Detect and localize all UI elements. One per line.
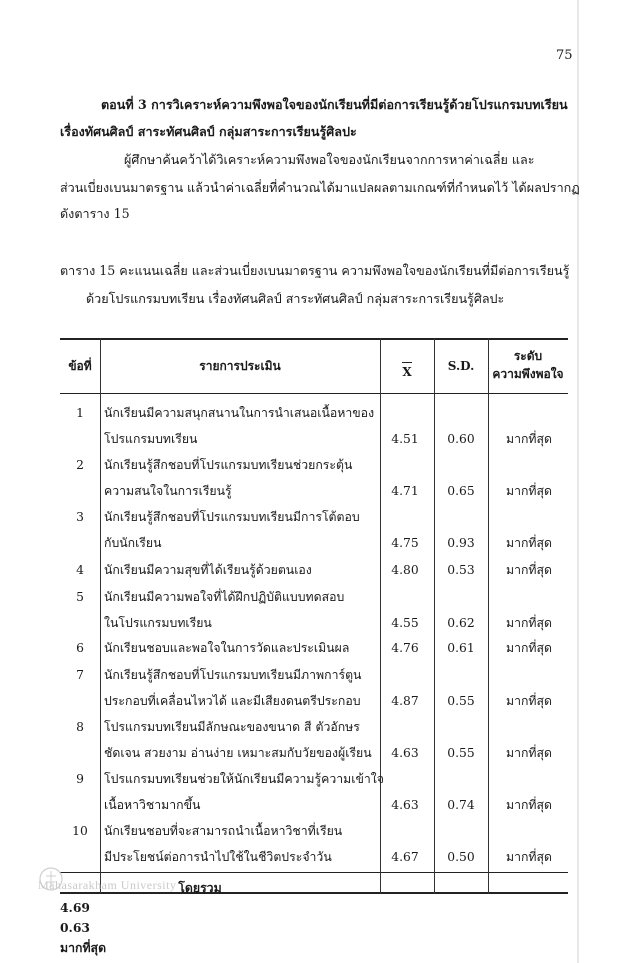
row-item-line2: กับนักเรียน: [104, 536, 162, 550]
row-level: มากที่สุด: [505, 641, 553, 655]
row-item-line2: มีประโยชน์ต่อการนำไปใช้ในชีวิตประจำวัน: [104, 850, 332, 864]
row-item-line1: โปรแกรมบทเรียนมีลักษณะของขนาด สี ตัวอักษร: [104, 720, 360, 734]
row-level: มากที่สุด: [505, 536, 553, 550]
row-number: 5: [76, 590, 84, 604]
row-sd: 0.74: [447, 798, 475, 812]
total-label: โดยรวม: [178, 880, 222, 895]
table-row: [60, 635, 568, 661]
header-mean: X: [380, 362, 434, 381]
row-sd: 0.93: [447, 536, 475, 550]
row-mean: 4.67: [391, 850, 419, 864]
page-fold-shadow: [577, 0, 579, 963]
table-row: [60, 818, 568, 870]
row-level: มากที่สุด: [505, 850, 553, 864]
table-row: [60, 504, 568, 556]
row-number: 1: [76, 406, 84, 420]
row-item-line2: ในโปรแกรมบทเรียน: [104, 616, 212, 630]
header-no: ข้อที่: [68, 359, 92, 373]
row-number: 8: [76, 720, 84, 734]
body-text-line2: ส่วนเบี่ยงเบนมาตรฐาน แล้วนำค่าเฉลี่ยที่คำนวณได้มาแปลผลตามเกณฑ์ที่กำหนดไว้ ได้ผลปรากฏ: [60, 180, 580, 195]
row-item-line2: ประกอบที่เคลื่อนไหวได้ และมีเสียงดนตรีประกอบ: [104, 694, 361, 708]
row-level: มากที่สุด: [505, 616, 553, 630]
row-level: มากที่สุด: [505, 746, 553, 760]
table-row: [60, 662, 568, 714]
row-level: มากที่สุด: [505, 432, 553, 446]
row-mean: 4.63: [391, 746, 419, 760]
row-item-line1: นักเรียนมีความสนุกสนานในการนำเสนอเนื้อหาของ: [104, 406, 375, 420]
row-level: มากที่สุด: [505, 484, 553, 498]
row-item-line1: นักเรียนรู้สึกชอบที่โปรแกรมบทเรียนช่วยกระตุ้น: [104, 458, 353, 472]
total-level: มากที่สุด: [60, 940, 107, 955]
row-item-line1: นักเรียนมีความสุขที่ได้เรียนรู้ด้วยตนเอง: [104, 563, 312, 577]
row-sd: 0.60: [447, 432, 475, 446]
row-mean: 4.71: [391, 484, 419, 498]
table-row: [60, 400, 568, 452]
table-caption-line1: ตาราง 15 คะแนนเฉลี่ย และส่วนเบี่ยงเบนมาตรฐาน ความพึงพอใจของนักเรียนที่มีต่อการเรียนรู้: [60, 263, 570, 278]
row-mean: 4.55: [391, 616, 419, 630]
total-sd: 0.63: [60, 920, 90, 935]
table-header-rule: [60, 393, 568, 394]
header-sd: S.D.: [447, 359, 475, 373]
row-item-line1: นักเรียนชอบที่จะสามารถนำเนื้อหาวิชาที่เรียน: [104, 824, 343, 838]
row-mean: 4.51: [391, 432, 419, 446]
section-heading-line2: เรื่องทัศนศิลป์ สาระทัศนศิลป์ กลุ่มสาระการเรียนรู้ศิลปะ: [60, 124, 357, 139]
row-sd: 0.55: [447, 746, 475, 760]
row-item-line1: นักเรียนชอบและพอใจในการวัดและประเมินผล: [104, 641, 350, 655]
row-level: มากที่สุด: [505, 798, 553, 812]
table-row: [60, 452, 568, 504]
row-number: 3: [76, 510, 84, 524]
row-level: มากที่สุด: [505, 563, 553, 577]
row-sd: 0.65: [447, 484, 475, 498]
row-mean: 4.87: [391, 694, 419, 708]
row-item-line1: นักเรียนรู้สึกชอบที่โปรแกรมบทเรียนมีการโต้ตอบ: [104, 510, 360, 524]
table-top-rule: [60, 338, 568, 340]
table-row: [60, 714, 568, 766]
row-sd: 0.62: [447, 616, 475, 630]
table-row: [60, 584, 568, 636]
row-item-line1: นักเรียนรู้สึกชอบที่โปรแกรมบทเรียนมีภาพการ์ตูน: [104, 668, 362, 682]
header-item: รายการประเมิน: [199, 359, 281, 373]
row-number: 10: [72, 824, 88, 838]
row-item-line2: ความสนใจในการเรียนรู้: [104, 484, 232, 498]
row-sd: 0.55: [447, 694, 475, 708]
row-item-line2: ชัดเจน สวยงาม อ่านง่าย เหมาะสมกับวัยของผู้เรียน: [104, 746, 372, 760]
row-number: 9: [76, 772, 84, 786]
table-row: [60, 557, 568, 583]
row-item-line1: โปรแกรมบทเรียนช่วยให้นักเรียนมีความรู้ความเข้าใจ: [104, 772, 384, 786]
row-sd: 0.50: [447, 850, 475, 864]
body-text-line1: ผู้ศึกษาค้นคว้าได้วิเคราะห์ความพึงพอใจของนักเรียนจากการหาค่าเฉลี่ย และ: [124, 152, 535, 167]
row-number: 4: [76, 563, 84, 577]
row-mean: 4.80: [391, 563, 419, 577]
row-sd: 0.53: [447, 563, 475, 577]
section-heading-line1: ตอนที่ 3 การวิเคราะห์ความพึงพอใจของนักเรียนที่มีต่อการเรียนรู้ด้วยโปรแกรมบทเรียน: [101, 97, 568, 112]
row-item-line2: เนื้อหาวิชามากขึ้น: [104, 798, 201, 812]
row-mean: 4.76: [391, 641, 419, 655]
row-item-line1: นักเรียนมีความพอใจที่ได้ฝึกปฏิบัติแบบทดสอบ: [104, 590, 345, 604]
table-caption-line2: ด้วยโปรแกรมบทเรียน เรื่องทัศนศิลป์ สาระทัศนศิลป์ กลุ่มสาระการเรียนรู้ศิลปะ: [86, 291, 505, 306]
watermark: Mahasarakham University: [38, 878, 177, 892]
row-sd: 0.61: [447, 641, 475, 655]
row-number: 6: [76, 641, 84, 655]
body-text-line3: ดังตาราง 15: [60, 206, 130, 221]
table-body-rule: [60, 872, 568, 873]
row-mean: 4.63: [391, 798, 419, 812]
row-level: มากที่สุด: [505, 694, 553, 708]
satisfaction-table: [60, 338, 568, 955]
table-row: [60, 766, 568, 818]
header-level: ระดับ ความพึงพอใจ: [492, 349, 564, 381]
row-number: 7: [76, 668, 84, 682]
row-number: 2: [76, 458, 84, 472]
row-item-line2: โปรแกรมบทเรียน: [104, 432, 198, 446]
page-number: 75: [556, 48, 573, 63]
row-mean: 4.75: [391, 536, 419, 550]
total-mean: 4.69: [60, 900, 90, 915]
